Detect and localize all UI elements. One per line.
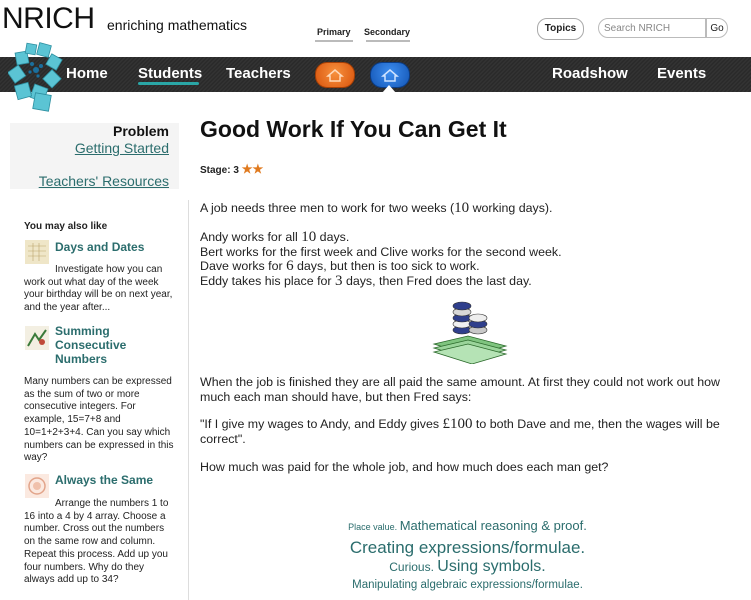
payment-paragraph: When the job is finished they are all paid the same amount. At first they could not work out how much each man should have, but then Fred says: [200, 375, 721, 404]
tag-creating-expressions[interactable]: Creating expressions/formulae [349, 538, 581, 557]
tag-cloud-row-4: Manipulating algebraic expressions/formulae. [352, 579, 583, 591]
dave-line: Dave works for 6 days, but then is too sick to work. [200, 258, 480, 274]
nav-teachers[interactable]: Teachers [226, 65, 291, 82]
sidebar-section-title: Problem [112, 123, 169, 139]
related-title-days-and-dates[interactable]: Days and Dates [55, 240, 145, 254]
site-tagline: enriching mathematics [107, 17, 248, 33]
bert-line: Bert works for the first week and Clive works for the second week. [200, 244, 562, 259]
workers-paragraph [200, 230, 740, 288]
getting-started-link[interactable]: Getting Started [74, 140, 169, 156]
stage-indicator [200, 162, 263, 176]
tag-manipulating-expressions[interactable]: Manipulating algebraic expressions/formulae [352, 579, 580, 591]
top-bar [0, 0, 751, 57]
intro-paragraph: A job needs three men to work for two weeks (10 working days). [200, 200, 553, 216]
always-same-thumbnail-icon[interactable] [25, 474, 49, 498]
house-icon [371, 63, 409, 87]
nav-roadshow[interactable]: Roadshow [552, 65, 628, 82]
eddy-line: Eddy takes his place for 3 days, then Fred does the last day. [200, 272, 532, 289]
related-desc-summing-consecutive: Many numbers can be expressed as the sum of two or more consecutive integers. For example, 15=7+8 and 10=1+2+3+4. Can you say which numbers can be expressed in this way? [24, 376, 174, 464]
primary-home-button[interactable] [315, 62, 355, 88]
related-title-always-the-same[interactable]: Always the Same [55, 473, 154, 487]
site-logo-text[interactable]: NRICH [2, 2, 95, 35]
page-title: Good Work If You Can Get It [200, 116, 507, 142]
topics-button[interactable]: Topics [537, 18, 584, 40]
related-title-summing-consecutive[interactable]: Summing Consecutive Numbers [55, 324, 127, 366]
related-desc-days-and-dates: Investigate how you can work out what day of the week your birthday will be on next year, and the year after... [24, 264, 173, 314]
stage-label: Stage: 3 [200, 165, 239, 176]
calendar-thumbnail-icon[interactable] [25, 240, 49, 264]
tag-cloud-row-3: Curious. Using symbols. [389, 558, 546, 575]
related-desc-always-the-same: Arrange the numbers 1 to 16 into a 4 by 4 array. Choose a number. Cross out the numbers on the same row and column. Repeat this process. Add up you four numbers. Why do they always add up to 34? [24, 498, 169, 586]
secondary-pointer-icon [382, 85, 396, 93]
secondary-toggle-line [366, 40, 410, 42]
also-like-heading: You may also like [24, 221, 108, 232]
summing-thumbnail-icon[interactable] [25, 326, 49, 350]
sidebar-divider [188, 200, 189, 600]
nav-home[interactable]: Home [66, 65, 108, 82]
money-illustration-icon [432, 300, 508, 364]
teachers-resources-link[interactable]: Teachers' Resources [38, 173, 169, 189]
tag-place-value[interactable]: Place value [348, 522, 395, 532]
tag-cloud-row-2: Creating expressions/formulae. [349, 538, 586, 557]
nrich-logo-icon[interactable] [8, 42, 64, 112]
primary-toggle-line [315, 40, 353, 42]
tag-mathematical-reasoning[interactable]: Mathematical reasoning & proof [399, 518, 584, 533]
problem-sidebar-box [10, 123, 179, 189]
secondary-toggle-label[interactable]: Secondary [364, 27, 411, 37]
tag-cloud-row-1: Place value. Mathematical reasoning & proof. [348, 518, 587, 533]
stage-stars: ★★ [241, 162, 264, 176]
search-go-button[interactable]: Go [706, 18, 728, 38]
nav-events[interactable]: Events [657, 65, 707, 82]
tag-using-symbols[interactable]: Using symbols [437, 558, 542, 575]
question-paragraph: How much was paid for the whole job, and how much does each man get? [200, 460, 609, 474]
fred-quote-paragraph: "If I give my wages to Andy, and Eddy gives £100 to both Dave and me, then the wages will be correct". [200, 416, 720, 446]
primary-toggle-label[interactable]: Primary [317, 27, 351, 37]
search-input[interactable]: Search NRICH [598, 18, 706, 38]
tag-curious[interactable]: Curious [389, 560, 431, 574]
house-icon [316, 63, 354, 87]
andy-line: Andy works for all 10 days. [200, 229, 350, 245]
nav-students[interactable]: Students [138, 65, 203, 82]
nav-active-indicator [138, 82, 199, 85]
